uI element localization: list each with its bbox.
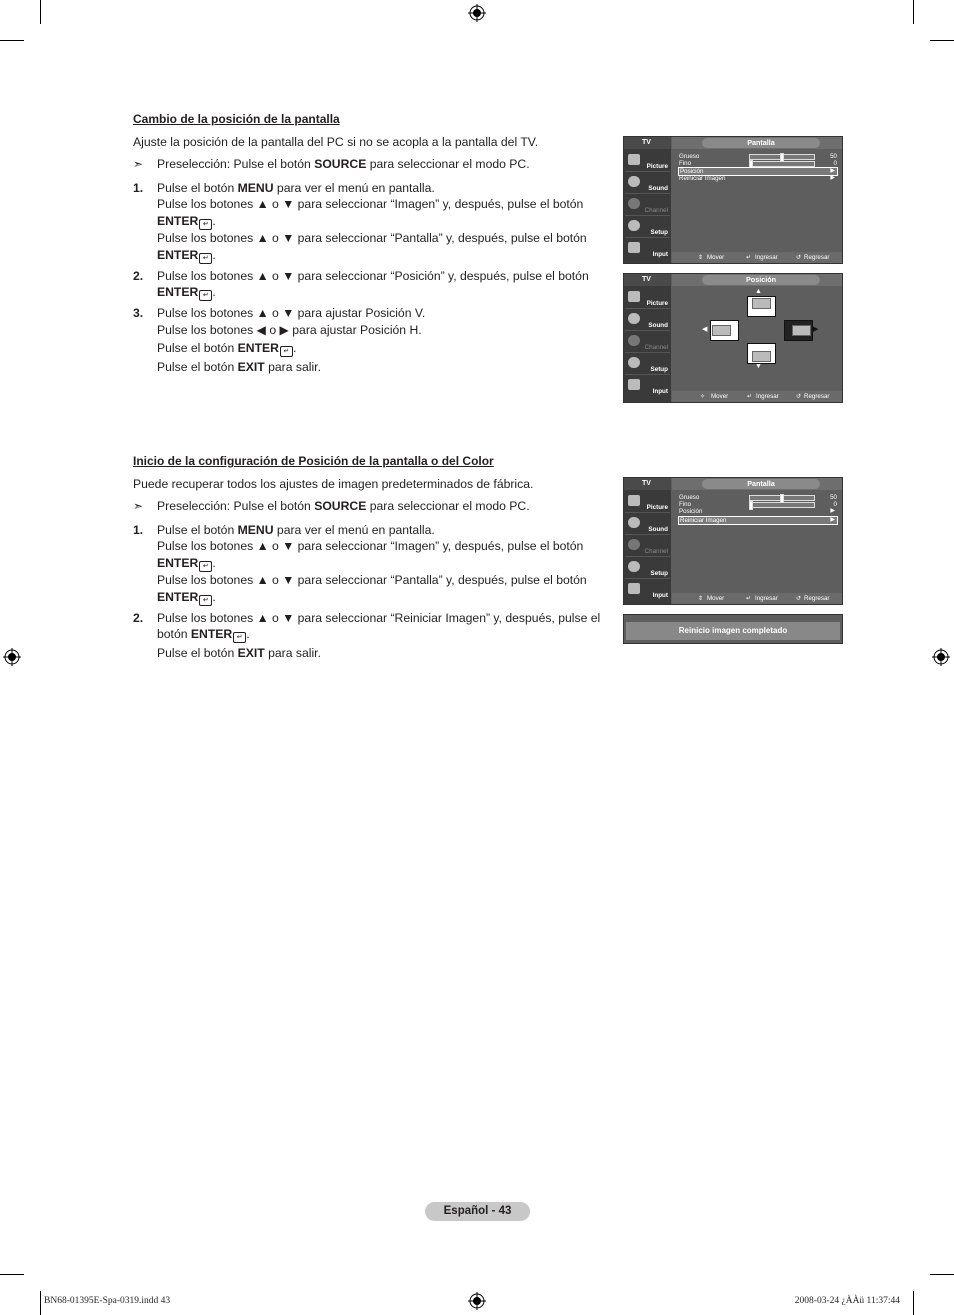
input-icon (628, 583, 640, 594)
sound-icon (628, 313, 640, 324)
return-icon: ↺ (796, 595, 802, 602)
arrow-down-icon: ▼ (755, 363, 762, 370)
menu-item-channel[interactable]: Channel (625, 536, 670, 557)
crop-mark (0, 1274, 24, 1275)
row-grueso[interactable]: Grueso 50 (679, 153, 837, 160)
sound-icon (628, 176, 640, 187)
enter-icon: ↵ (280, 346, 293, 357)
position-right-box[interactable] (784, 320, 813, 341)
enter-icon: ↵ (199, 290, 212, 301)
step-3: 3. Pulse los botones ▲ o ▼ para ajustar Posición V. Pulse los botones ◀ o ▶ para ajustar Posición H. Pulse el botón ENTER ↵ . Pulse el botón EXIT para salir. (133, 306, 426, 375)
position-down-box[interactable] (747, 343, 776, 364)
menu-item-channel[interactable]: Channel (625, 332, 670, 353)
return-icon: ↺ (796, 393, 802, 400)
position-left-box[interactable] (710, 320, 739, 341)
osd-footer: ⇕ Mover ↵ Ingresar ↺ Regresar (672, 593, 842, 604)
enter-icon: ↵ (199, 561, 212, 572)
page-number: Español - 43 (425, 1202, 530, 1221)
return-icon: ↺ (796, 254, 802, 261)
osd-title: Pantalla (702, 138, 820, 148)
enter-icon: ↵ (746, 254, 752, 261)
channel-icon (628, 335, 640, 346)
section-screen-position (133, 111, 608, 378)
crop-mark (913, 1291, 914, 1315)
osd-footer: ✧ Mover ↵ Ingresar ↺ Regresar (672, 391, 842, 402)
arrow-up-icon: ▲ (755, 288, 762, 295)
slug-right: 2008-03-24 ¿ÀÀü 11:37:44 (794, 1296, 900, 1306)
registration-mark-icon (468, 4, 486, 22)
preset-note: ➣ Preselección: Pulse el botón SOURCE para seleccionar el modo PC. (133, 157, 530, 172)
step-1: 1. Pulse el botón MENU para ver el menú en pantalla. Pulse los botones ▲ o ▼ para seleccionar “Imagen” y, después, pulse el botón ENTER ↵ . Pulse los botones ▲ o ▼ para seleccionar “Pantalla” y, después, pulse el botón ENTER ↵ . (133, 522, 587, 604)
channel-icon (628, 539, 640, 550)
arrow-right-icon: ▶ (813, 326, 819, 333)
crop-mark (40, 0, 41, 24)
osd-tv-label: TV (624, 137, 671, 149)
enter-icon: ↵ (199, 219, 212, 230)
arrow-right-icon: ▶ (830, 517, 835, 523)
menu-item-setup[interactable]: Setup (625, 354, 670, 375)
input-icon (628, 242, 640, 253)
section-reset-image (133, 453, 608, 664)
picture-icon (628, 495, 640, 506)
menu-item-input[interactable]: Input (625, 376, 670, 396)
gear-icon (628, 357, 640, 368)
intro-text: Puede recuperar todos los ajustes de imagen predeterminados de fábrica. (133, 476, 534, 491)
arrow-right-icon: ▶ (830, 508, 835, 514)
row-reiniciar-imagen[interactable]: Reiniciar Imagen ▶ (678, 516, 838, 525)
slug-left: BN68-01395E-Spa-0319.indd 43 (44, 1296, 171, 1306)
arrow-right-icon: ▶ (830, 175, 835, 181)
osd-title: Posición (702, 275, 820, 285)
arrow-icon: ➣ (133, 157, 144, 172)
osd-footer: ⇕ Mover ↵ Ingresar ↺ Regresar (672, 252, 842, 263)
preset-note: ➣ Preselección: Pulse el botón SOURCE para seleccionar el modo PC. (133, 499, 530, 514)
gear-icon (628, 561, 640, 572)
crop-mark (0, 40, 24, 41)
updown-icon: ⇕ (698, 595, 704, 602)
row-grueso[interactable]: Grueso 50 (679, 494, 837, 501)
reset-complete-banner: Reinicio imagen completado (623, 614, 843, 644)
row-reiniciar-imagen[interactable]: Reiniciar Imagen ▶ (679, 175, 835, 182)
arrow-right-icon: ▶ (830, 168, 835, 174)
registration-mark-icon (932, 648, 950, 666)
position-up-box[interactable] (747, 296, 776, 317)
step-2: 2. Pulse los botones ▲ o ▼ para seleccionar “Reiniciar Imagen” y, después, pulse el botón ENTER ↵ . Pulse el botón EXIT para salir. (133, 610, 601, 661)
menu-item-sound[interactable]: Sound (625, 514, 670, 535)
crop-mark (913, 0, 914, 24)
menu-item-picture[interactable]: Picture (625, 288, 670, 309)
move-icon: ✧ (700, 393, 706, 400)
row-fino[interactable]: Fino 0 (679, 160, 837, 167)
picture-icon (628, 154, 640, 165)
gear-icon (628, 220, 640, 231)
menu-item-channel[interactable]: Channel (625, 195, 670, 216)
row-posicion[interactable]: Posición ▶ (678, 167, 838, 176)
osd-pantalla-menu (623, 136, 843, 264)
osd-tv-label: TV (624, 274, 671, 286)
menu-item-picture[interactable]: Picture (625, 151, 670, 172)
section-title: Cambio de la posición de la pantalla (133, 112, 340, 126)
sound-icon (628, 517, 640, 528)
row-fino[interactable]: Fino 0 (679, 501, 837, 508)
crop-mark (930, 40, 954, 41)
row-posicion[interactable]: Posición ▶ (679, 508, 835, 515)
intro-text: Ajuste la posición de la pantalla del PC si no se acopla a la pantalla del TV. (133, 134, 539, 149)
enter-icon: ↵ (199, 595, 212, 606)
step-2: 2. Pulse los botones ▲ o ▼ para seleccionar “Posición” y, después, pulse el botón ENTER ↵ . (133, 268, 589, 300)
menu-item-input[interactable]: Input (625, 239, 670, 259)
menu-item-sound[interactable]: Sound (625, 173, 670, 194)
menu-item-sound[interactable]: Sound (625, 310, 670, 331)
menu-item-setup[interactable]: Setup (625, 217, 670, 238)
arrow-icon: ➣ (133, 499, 144, 514)
step-1: 1. Pulse el botón MENU para ver el menú en pantalla. Pulse los botones ▲ o ▼ para seleccionar “Imagen” y, después, pulse el botón ENTER ↵ . Pulse los botones ▲ o ▼ para seleccionar “Pantalla” y, después, pulse el botón ENTER ↵ . (133, 180, 587, 262)
registration-mark-icon (3, 648, 21, 666)
osd-posicion-menu (623, 273, 843, 403)
osd-title: Pantalla (702, 479, 820, 489)
crop-mark (930, 1274, 954, 1275)
osd-pantalla-reset-menu (623, 477, 843, 605)
section-title: Inicio de la configuración de Posición de la pantalla o del Color (133, 454, 494, 468)
crop-mark (40, 1291, 41, 1315)
menu-item-setup[interactable]: Setup (625, 558, 670, 579)
menu-item-picture[interactable]: Picture (625, 492, 670, 513)
enter-icon: ↵ (233, 632, 246, 643)
updown-icon: ⇕ (698, 254, 704, 261)
registration-mark-icon (468, 1292, 486, 1310)
picture-icon (628, 291, 640, 302)
input-icon (628, 379, 640, 390)
osd-tv-label: TV (624, 478, 671, 490)
arrow-left-icon: ◀ (702, 326, 708, 333)
enter-icon: ↵ (746, 595, 752, 602)
channel-icon (628, 198, 640, 209)
menu-item-input[interactable]: Input (625, 580, 670, 600)
enter-icon: ↵ (199, 253, 212, 264)
enter-icon: ↵ (747, 393, 753, 400)
